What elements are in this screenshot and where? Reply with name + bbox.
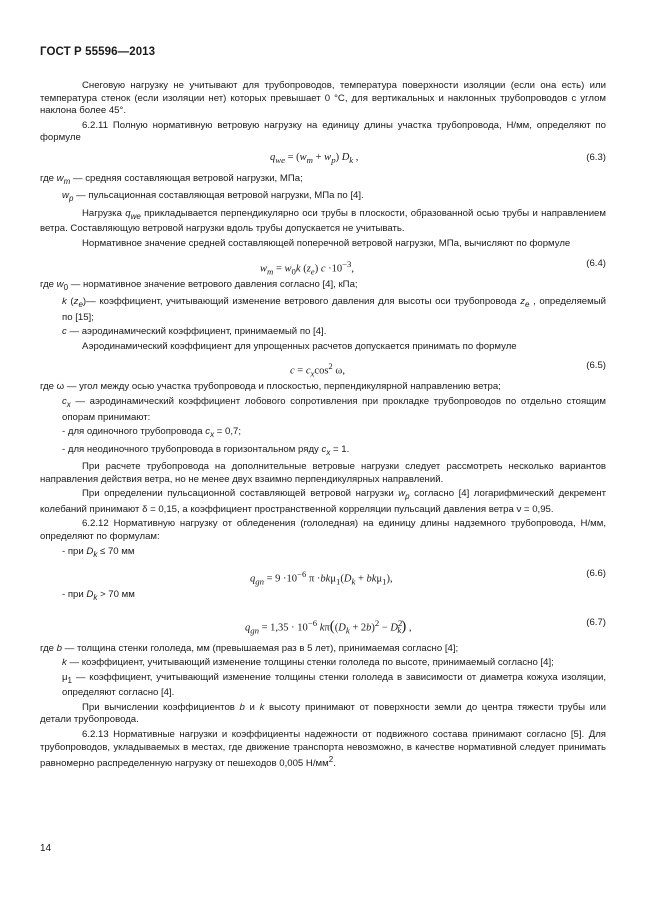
paragraph: Нормативное значение средней составляющей поперечной ветровой нагрузки, МПа, вычисляют по формуле [82, 238, 571, 250]
document-header: ГОСТ Р 55596—2013 [40, 46, 156, 58]
list-item: - для неодиночного трубопровода в горизонтальном ряду $c_x = 1$. [62, 443, 350, 457]
formula-number: (6.4) [586, 257, 606, 269]
definition: k — коэффициент, учитывающий изменение толщины стенки гололеда по высоте, принимаемый согласно [4]; [62, 657, 554, 669]
paragraph: 6.2.12 Нормативную нагрузку от обледенения (гололедная) на единицу длины надземного трубопровода, Н/мм, определяют по формулам: [40, 518, 606, 542]
formula-6-6 [40, 565, 606, 585]
definition: где $w_m$ — средняя составляющая ветровой нагрузки, МПа; [40, 172, 303, 186]
formula-expression: $c = c_x\cos^2$ ω, [290, 361, 345, 380]
formula-expression: $q_{we} = (w_m + w_p)$ $D_k$ , [270, 151, 359, 166]
formula-expression: $w_m = w_0k$ $(z_e)$ $c \cdot 10^{-3}$, [260, 258, 355, 277]
formula-number: (6.7) [586, 616, 606, 628]
formula-expression: $q_{gn} = 9 \cdot 10^{-6}$ $\pi \cdot bk\mu_1(D_k + bk\mu_1)$, [250, 569, 393, 587]
definition: где $w_0$ — нормативное значение ветрового давления согласно [4], кПа; [40, 278, 358, 292]
paragraph: При расчете трубопровода на дополнительные ветровые нагрузки следует рассмотреть несколько вариантов направления действия ветра, но не менее двух взаимно перпендикулярных направлений. [40, 461, 606, 485]
formula-6-4 [40, 255, 606, 275]
formula-6-5 [40, 357, 606, 380]
paragraph: Аэродинамический коэффициент для упрощенных расчетов допускается принимать по формуле [82, 340, 517, 352]
page-body [40, 80, 606, 773]
definition: $c_x$ — аэродинамический коэффициент лобового сопротивления при прокладке трубопроводов по отдельно стоящим опорам принимают: [62, 396, 606, 423]
paragraph: 6.2.11 Полную нормативную ветровую нагрузку на единицу длины участка трубопровода, Н/мм, определяют по формуле [40, 119, 606, 144]
definition: $w_p$ — пульсационная составляющая ветровой нагрузки, МПа по [4]. [62, 190, 364, 204]
list-item: - при $D_k > 70$ мм [62, 589, 135, 602]
definition: где b — толщина стенки гололеда, мм (превышаемая раз в 5 лет), принимаемая согласно [4]; [40, 642, 459, 654]
page-number: 14 [40, 843, 52, 854]
formula-6-7 [40, 609, 606, 639]
definition: $\mu_1$ — коэффициент, учитывающий изменение толщины стенки гололеда в зависимости от диаметра кожуха изоляции, определяют согласно [4]. [62, 671, 606, 699]
formula-6-3 [40, 149, 606, 169]
paragraph: Снеговую нагрузку не учитывают для трубопроводов, температура поверхности изоляции (если она есть) или температура стенок (если изоляции нет) которых превышает 0 °С, для вертикальных и наклонных трубопроводов с углом наклона более 45°. [40, 80, 606, 117]
paragraph: При определении пульсационной составляющей ветровой нагрузки $w_p$ согласно [4] логарифмический декремент колебаний принимают δ = 0,15, а коэффициент пространственной корреляции пульсаций давления ветра ν = 0,95. [40, 488, 607, 515]
paragraph: Нагрузка $q_{we}$ прикладывается перпендикулярно оси трубы в плоскости, образованной осью трубы и направлением ветра. Составляющую ветровой нагрузки вдоль трубы допускается не учитывать. [40, 207, 606, 235]
list-item: - при $D_k \le 70$ мм [62, 545, 135, 559]
formula-number: (6.6) [586, 568, 606, 580]
definition: где ω — угол между осью участка трубопровода и плоскостью, перпендикулярной направлению ветра; [40, 381, 501, 393]
paragraph: При вычислении коэффициентов b и k высоту принимают от поверхности земли до центра тяжести трубы или детали трубопровода. [40, 701, 606, 726]
definition: c — аэродинамический коэффициент, принимаемый по [4]. [62, 326, 327, 338]
list-item: - для одиночного трубопровода $c_x = 0,7$; [62, 426, 242, 440]
formula-expression: $q_{gn} = 1,35 \cdot 10^{-6}$ $k\pi((D_k + 2b)^2 - D^2_k)$ , [245, 617, 412, 636]
formula-number: (6.3) [586, 151, 606, 163]
formula-number: (6.5) [586, 360, 606, 372]
definition: k $(z_e)—$ коэффициент, учитывающий изменение ветрового давления для высоты оси трубопровода $z_e$ , определяемый по [15]; [62, 296, 606, 323]
paragraph: 6.2.13 Нормативные нагрузки и коэффициенты надежности от подвижного состава принимают согласно [5]. Для трубопроводов, укладываемых в местах, где движение транспорта невозможно, в качестве нормативной следует принимать равномерно распределенную нагрузку от пешеходов 0,005 $Н/мм^2$. [40, 729, 606, 770]
